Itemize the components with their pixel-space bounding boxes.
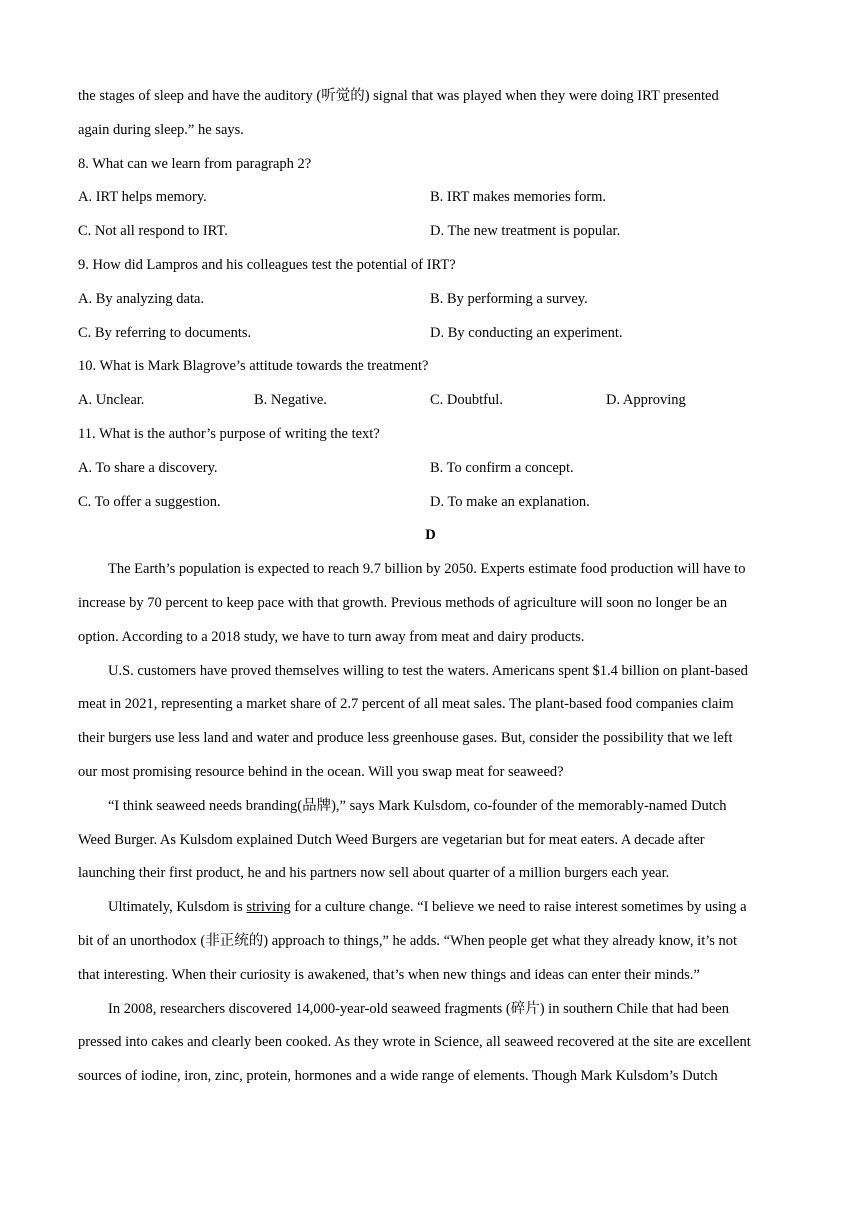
option-b: B. To confirm a concept. (430, 459, 574, 476)
option-row (78, 181, 783, 215)
document-page (78, 80, 783, 1094)
paragraph-line: The Earth’s population is expected to reach 9.7 billion by 2050. Experts estimate food production will have to (108, 561, 746, 578)
option-a: A. IRT helps memory. (78, 189, 207, 206)
option-row (78, 486, 783, 520)
option-c: C. By referring to documents. (78, 324, 252, 341)
option-a: A. Unclear. (78, 392, 145, 409)
text-line: the stages of sleep and have the auditory (听觉的) signal that was played when they were doing IRT presented (78, 88, 719, 104)
paragraph-line: sources of iodine, iron, zinc, protein, hormones and a wide range of elements. Though Mark Kulsdom’s Dutch (78, 1068, 718, 1085)
option-d: D. By conducting an experiment. (430, 324, 623, 341)
option-b: B. IRT makes memories form. (430, 189, 607, 206)
underlined-word: striving (246, 899, 291, 916)
option-b: B. Negative. (254, 392, 327, 409)
section-heading: D (425, 527, 436, 544)
question-stem: 8. What can we learn from paragraph 2? (78, 155, 312, 172)
paragraph-line: meat in 2021, representing a market share of 2.7 percent of all meat sales. The plant-based food companies claim (78, 696, 734, 713)
text-line: again during sleep.” he says. (78, 121, 244, 138)
paragraph-line: that interesting. When their curiosity is awakened, that’s when new things and ideas can enter their minds.” (78, 966, 700, 983)
paragraph-line (78, 891, 783, 925)
paragraph-line: In 2008, researchers discovered 14,000-year-old seaweed fragments (碎片) in southern Chile that had been (108, 1000, 729, 1017)
question-stem: 10. What is Mark Blagrove’s attitude towards the treatment? (78, 358, 429, 375)
paragraph-line: option. According to a 2018 study, we have to turn away from meat and dairy products. (78, 628, 585, 645)
option-row (78, 283, 783, 317)
paragraph-line: our most promising resource behind in the ocean. Will you swap meat for seaweed? (78, 763, 564, 780)
option-row (78, 215, 783, 249)
text-run: for a culture change. “I believe we need to raise interest sometimes by using a (290, 899, 747, 916)
option-b: B. By performing a survey. (430, 290, 588, 307)
option-row (78, 317, 783, 351)
text-run: Ultimately, Kulsdom is (108, 899, 247, 916)
paragraph-line: their burgers use less land and water and produce less greenhouse gases. But, consider the possibility that we left (78, 730, 733, 747)
option-row (78, 452, 783, 486)
paragraph-line: U.S. customers have proved themselves willing to test the waters. Americans spent $1.4 billion on plant-based (108, 662, 748, 679)
option-d: D. The new treatment is popular. (430, 223, 621, 240)
paragraph-line: bit of an unorthodox (非正统的) approach to things,” he adds. “When people get what they already know, it’s not (78, 932, 738, 949)
paragraph-line: increase by 70 percent to keep pace with that growth. Previous methods of agriculture will soon no longer be an (78, 594, 728, 611)
option-d: D. Approving (606, 392, 686, 409)
question-stem: 11. What is the author’s purpose of writing the text? (78, 425, 380, 442)
option-c: C. Not all respond to IRT. (78, 223, 228, 240)
option-d: D. To make an explanation. (430, 493, 590, 510)
paragraph-line: launching their first product, he and his partners now sell about quarter of a million burgers each year. (78, 865, 670, 882)
paragraph-line: pressed into cakes and clearly been cooked. As they wrote in Science, all seaweed recovered at the site are excellent (78, 1034, 751, 1051)
option-row (78, 384, 783, 418)
option-c: C. To offer a suggestion. (78, 493, 221, 510)
option-a: A. To share a discovery. (78, 459, 218, 476)
paragraph-line: “I think seaweed needs branding(品牌),” says Mark Kulsdom, co-founder of the memorably-named Dutch (108, 797, 727, 814)
paragraph-line: Weed Burger. As Kulsdom explained Dutch Weed Burgers are vegetarian but for meat eaters. A decade after (78, 831, 705, 848)
question-stem: 9. How did Lampros and his colleagues test the potential of IRT? (78, 256, 456, 273)
option-a: A. By analyzing data. (78, 290, 205, 307)
option-c: C. Doubtful. (430, 392, 503, 409)
